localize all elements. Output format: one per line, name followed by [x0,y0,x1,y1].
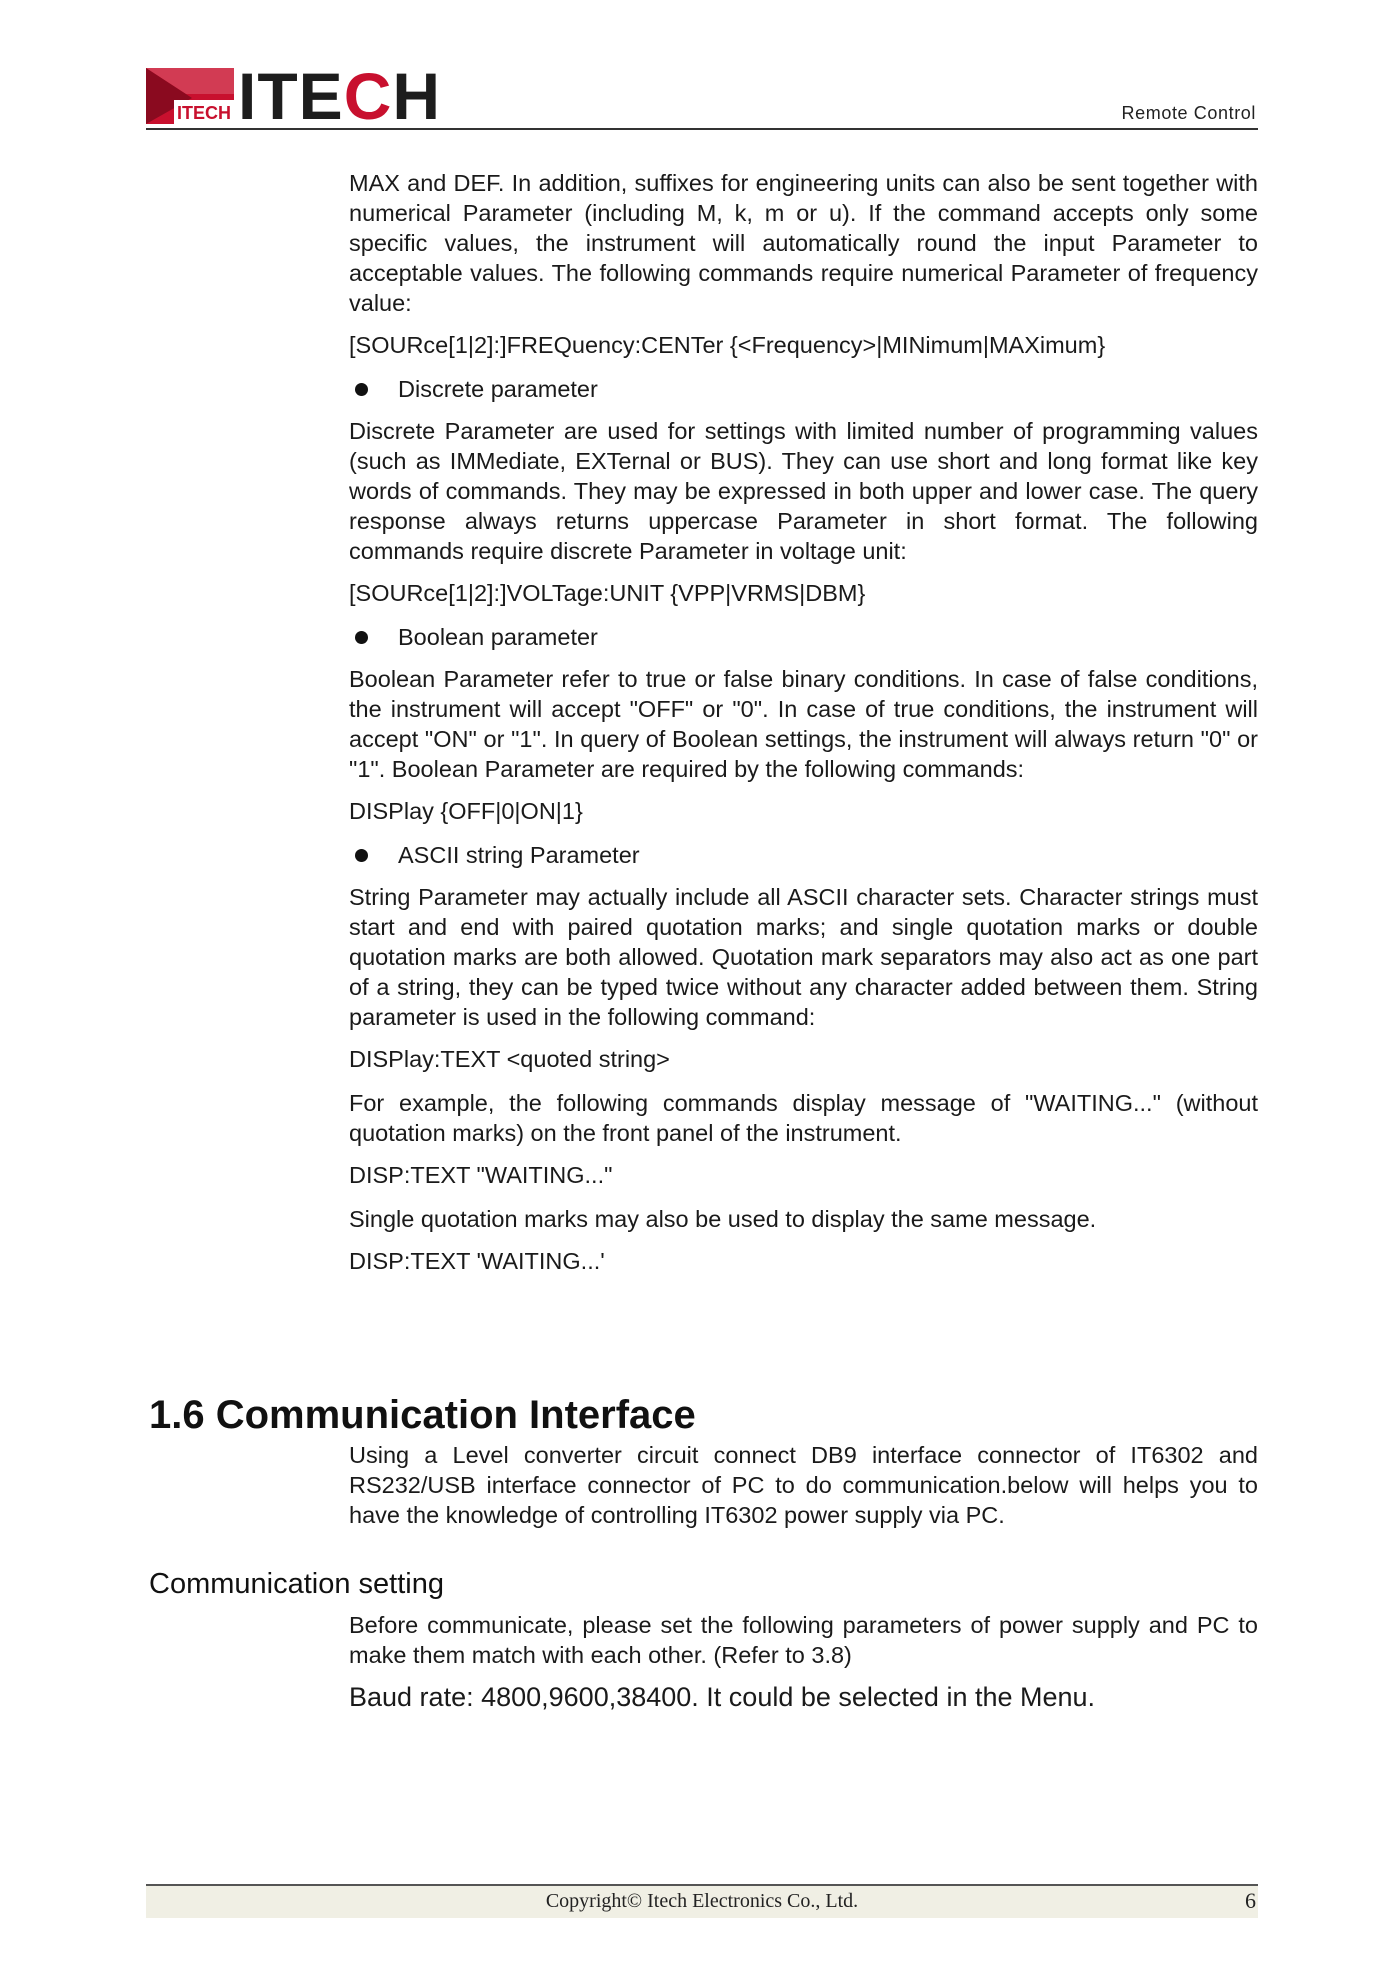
paragraph-example: For example, the following commands display message of "WAITING..." (without quotation marks) on the front panel of the instrument. [349,1090,1258,1146]
section-intro-text: Using a Level converter circuit connect DB9 interface connector of IT6302 and RS232/USB interface connector of PC to do communication.below will helps you to have the knowledge of controlling IT6302 power supply via PC. [349,1442,1258,1528]
command-example-single: DISP:TEXT 'WAITING...' [349,1248,605,1274]
body-content [349,168,1258,1290]
page-header [146,59,1258,133]
logo-word-b: C [343,59,393,133]
logo-badge-graphic [146,68,234,124]
bullet-boolean-label: Boolean parameter [398,624,598,650]
bullet-boolean [349,622,1258,652]
logo-word-a: ITE [238,59,344,133]
section-intro [349,1440,1258,1530]
logo-wordmark [238,59,442,133]
bullet-dot-icon [355,849,368,862]
header-section-title: Remote Control [1121,103,1256,123]
subsection-heading: Communication setting [149,1568,444,1600]
logo-badge-text: ITECH [177,103,231,123]
command-display-text: DISPlay:TEXT <quoted string> [349,1046,670,1072]
command-frequency: [SOURce[1|2]:]FREQuency:CENTer {<Frequency>|MINimum|MAXimum} [349,332,1106,358]
footer-copyright: Copyright© Itech Electronics Co., Ltd. [545,1890,859,1912]
bullet-discrete [349,374,1258,404]
subsection-content [349,1610,1258,1724]
page-number: 6 [1245,1888,1256,1913]
page-footer [146,1884,1258,1918]
paragraph-string: String Parameter may actually include all ASCII character sets. Character strings must start and end with paired quotation marks; and single quotation marks or double quotation marks are both allowed. Quotation mark separators may also act as one part of a string, they can be typed twice without any character added between them. String parameter is used in the following command: [349,884,1258,1030]
command-display: DISPlay {OFF|0|ON|1} [349,798,583,824]
itech-logo-badge [146,68,234,124]
command-example-double: DISP:TEXT "WAITING..." [349,1162,613,1188]
logo-word-c: H [392,59,442,133]
bullet-ascii-label: ASCII string Parameter [398,842,640,868]
command-voltage-unit: [SOURce[1|2]:]VOLTage:UNIT {VPP|VRMS|DBM} [349,580,866,606]
paragraph-boolean: Boolean Parameter refer to true or false binary conditions. In case of false conditions, the instrument will accept "OFF" or "0". In case of true conditions, the instrument will accept "ON" or "1". In query of Boolean settings, the instrument will always return "0" or "1". Boolean Parameter are required by the following commands: [349,666,1258,782]
baud-rate-text: Baud rate: 4800,9600,38400. It could be selected in the Menu. [349,1682,1096,1712]
itech-logo [146,59,442,133]
paragraph-numeric: MAX and DEF. In addition, suffixes for engineering units can also be sent together with numerical Parameter (including M, k, m or u). If the command accepts only some specific values, the instrument will automatically round the input Parameter to acceptable values. The following commands require numerical Parameter of frequency value: [349,170,1258,316]
paragraph-discrete: Discrete Parameter are used for settings with limited number of programming values (such as IMMediate, EXTernal or BUS). They can use short and long format like key words of commands. They may be expressed in both upper and lower case. The query response always returns uppercase Parameter in short format. The following commands require discrete Parameter in voltage unit: [349,418,1258,564]
bullet-dot-icon [355,631,368,644]
paragraph-single-quote: Single quotation marks may also be used to display the same message. [349,1206,1097,1232]
section-heading: 1.6 Communication Interface [149,1393,696,1437]
bullet-dot-icon [355,383,368,396]
subsection-paragraph: Before communicate, please set the following parameters of power supply and PC to make them match with each other. (Refer to 3.8) [349,1612,1258,1668]
bullet-ascii [349,840,1258,870]
bullet-discrete-label: Discrete parameter [398,376,598,402]
